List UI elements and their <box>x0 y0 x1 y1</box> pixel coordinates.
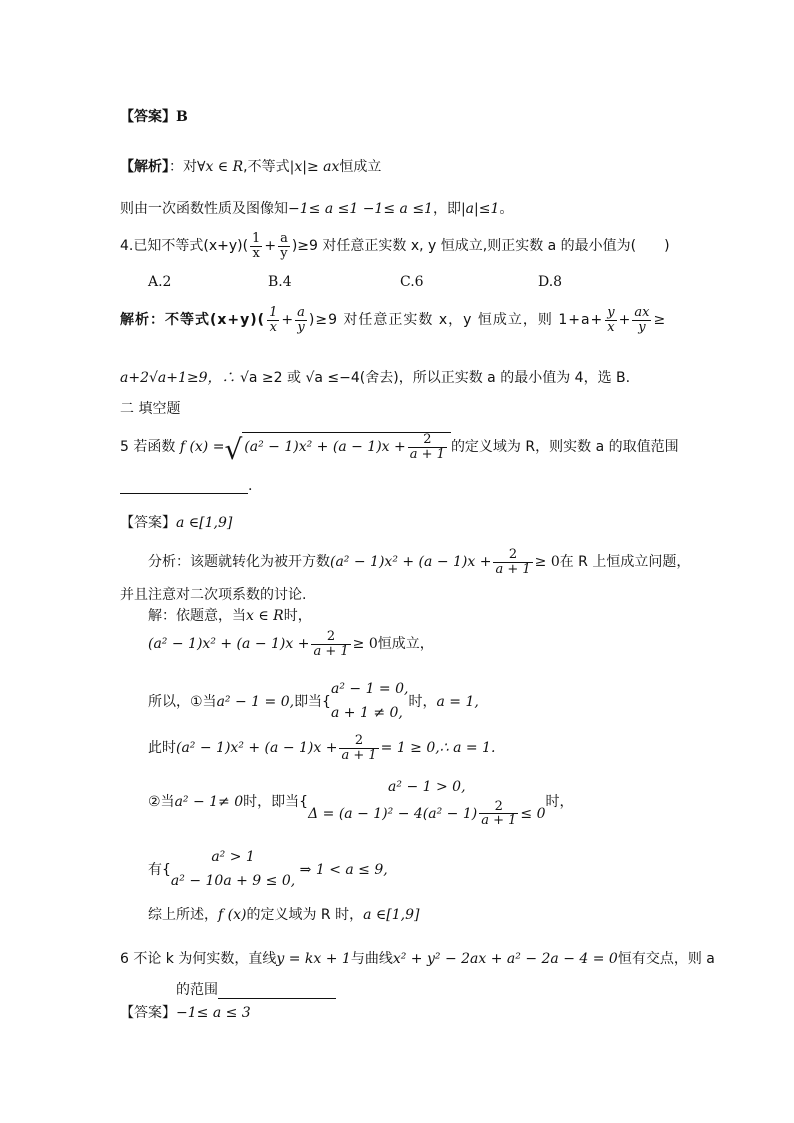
denominator: a + 1 <box>313 643 349 659</box>
line3-text: 则由一次函数性质及图像知 <box>120 201 288 217</box>
fraction <box>479 800 518 828</box>
question-5 <box>120 432 679 466</box>
q5-fx: f (x) = <box>179 439 225 456</box>
text: 时， <box>408 693 437 710</box>
system-line: a + 1 ≠ 0, <box>330 704 403 721</box>
numerator: 2 <box>479 800 518 815</box>
jiexi-1 <box>120 156 381 176</box>
fraction <box>408 433 447 461</box>
jie-text: 时， <box>283 608 312 624</box>
option-a: A.2 <box>148 274 172 290</box>
q5-fenxi <box>148 548 690 576</box>
answer-label: 【答案】 <box>120 1005 176 1021</box>
denominator: y <box>280 245 288 261</box>
jie-text: 解：依题意，当 <box>148 608 246 624</box>
option-d: D.8 <box>538 274 563 290</box>
expr: a ∈[1,9] <box>363 907 420 923</box>
fraction <box>295 306 307 334</box>
expr: a² − 1≠ 0 <box>174 794 244 811</box>
answer-value: a ∈[1,9] <box>176 515 233 531</box>
q4-text: )≥9 对任意正实数 x, y 恒成立,则正实数 a 的最小值为( ) <box>291 238 670 255</box>
q6-text: 的范围 <box>176 982 218 998</box>
q5-answer <box>120 512 232 532</box>
fraction <box>278 232 290 260</box>
numerator: a <box>280 231 288 246</box>
system <box>308 776 545 828</box>
q6-text: 恒有交点，则 a <box>617 951 715 967</box>
text: 综上所述， <box>148 907 218 923</box>
q4-options <box>148 274 562 290</box>
answer-blank <box>218 984 336 999</box>
jiexi-text: 恒成立 <box>339 159 382 175</box>
system-line <box>308 800 545 828</box>
text: ②当 <box>148 794 175 811</box>
text: 恒成立， <box>377 636 434 653</box>
expr: ≤ 0 <box>520 805 546 822</box>
line3-text: ，即 <box>432 201 461 217</box>
denominator: y <box>297 319 305 335</box>
line3-expr: |a|≤1 <box>460 201 500 217</box>
numerator: 2 <box>311 630 350 645</box>
sqrt-sign: √ <box>224 433 243 467</box>
fenxi-ge: ≥ 0 <box>534 554 560 571</box>
q4-jiexi-text: ≥ <box>653 312 666 329</box>
system-line: a² − 1 = 0, <box>330 681 409 697</box>
numerator: a <box>297 305 305 320</box>
fenxi-text: 在 R 上恒成立问题， <box>559 554 691 571</box>
text: 此时 <box>148 740 176 757</box>
q5-text: 5 若函数 <box>120 439 176 456</box>
question-6 <box>120 948 715 968</box>
text: 的定义域为 R 时， <box>246 907 364 923</box>
jie-cond: x ∈ R <box>246 608 284 624</box>
denominator: x <box>252 245 260 261</box>
q5-jie <box>148 605 312 625</box>
expr: ⇒ 1 < a ≤ 9, <box>299 861 388 878</box>
line-3 <box>120 198 513 218</box>
answer-1 <box>120 106 188 126</box>
q5-line-3 <box>148 734 495 762</box>
q5-text: 的定义域为 R，则实数 a 的取值范围 <box>450 439 679 456</box>
numerator: y <box>607 305 615 320</box>
fraction <box>250 232 262 260</box>
line3-text: 。 <box>499 201 514 217</box>
q6-text: 6 不论 k 为何实数，直线 <box>120 951 277 967</box>
answer-value: −1≤ a ≤ 3 <box>176 1005 251 1021</box>
q5-line-2 <box>148 678 479 726</box>
fraction <box>267 306 279 334</box>
radicand-expr: (a² − 1)x² + (a − 1)x + <box>244 439 406 456</box>
jiexi-cond: ∀x ∈ R <box>197 159 244 175</box>
denominator: a + 1 <box>409 446 445 462</box>
plus: + <box>264 238 277 255</box>
numerator: 2 <box>339 734 378 749</box>
q5-fenxi-2: 并且注意对二次项系数的讨论. <box>120 587 307 603</box>
q4-text: √a ≥2 或 <box>239 370 306 386</box>
q4-text: √a ≤−4(舍去)，所以正实数 a 的最小值为 4，选 B. <box>305 370 631 386</box>
jiexi-text: ,不等式 <box>243 159 290 175</box>
expr: = 1 ≥ 0,∴ a = 1. <box>380 740 496 757</box>
system-line: a² − 1 > 0, <box>388 779 466 795</box>
numerator: ax <box>634 305 650 320</box>
q6-answer <box>120 1002 251 1022</box>
denominator: x <box>269 319 277 335</box>
expr: a = 1, <box>436 693 479 710</box>
option-b: B.4 <box>268 274 292 290</box>
q5-end: . <box>248 478 253 494</box>
option-c: C.6 <box>400 274 424 290</box>
answer-value: B <box>176 109 188 125</box>
fenxi-text: 分析：该题就转化为被开方数 <box>148 554 330 571</box>
radicand <box>242 432 451 461</box>
fraction <box>339 734 378 762</box>
numerator: 2 <box>493 548 532 563</box>
jiexi-ineq: |x|≥ ax <box>289 159 340 175</box>
fraction <box>311 630 350 658</box>
text: 所以，①当 <box>148 693 217 710</box>
system-line: a² − 10a + 9 ≤ 0, <box>170 872 296 889</box>
q5-line-5 <box>148 846 388 894</box>
denominator: a + 1 <box>495 561 531 577</box>
system <box>331 678 409 726</box>
section-title: 二 填空题 <box>120 401 181 417</box>
denominator: a + 1 <box>341 747 377 763</box>
question-4 <box>120 232 670 260</box>
q5-line-1 <box>148 630 434 658</box>
jiexi-label: 【解析】 <box>120 159 169 175</box>
fraction <box>493 548 532 576</box>
line3-expr: −1≤ a ≤1 −1≤ a ≤1 <box>288 201 433 217</box>
numerator: 1 <box>269 305 278 320</box>
numerator: 2 <box>408 433 447 448</box>
q6-line-2 <box>176 979 336 999</box>
q4-jiexi-2 <box>120 367 630 387</box>
text: 即当{ <box>294 693 331 710</box>
fenxi-expr: (a² − 1)x² + (a − 1)x + <box>330 554 492 571</box>
q5-line-6 <box>148 904 419 924</box>
text: 时， <box>545 794 574 811</box>
q6-expr: x² + y² − 2ax + a² − 2a − 4 = 0 <box>392 951 618 967</box>
fraction <box>632 306 651 334</box>
denominator: a + 1 <box>481 813 517 829</box>
text: 有{ <box>148 861 171 878</box>
q4-jiexi-text: )≥9 对任意正实数 x，y 恒成立，则 1+a+ <box>308 312 604 329</box>
system-line: a² > 1 <box>211 849 255 865</box>
text: 时，即当{ <box>243 794 309 811</box>
ge: ≥ 0 <box>352 636 378 653</box>
answer-blank <box>120 479 248 494</box>
q4-jiexi: 解析：不等式(x+y)( $\frac{1}{x}$ + $\frac{a}{y}$ )≥9 对任意正实数 x，y 恒成立，则 1+a+ $\frac{y}{x}$ + $\frac{ax}{y}$ ≥ <box>120 305 666 335</box>
q4-expr: a+2√a+1≥9，∴ <box>120 370 240 386</box>
system <box>171 846 295 894</box>
answer-label: 【答案】 <box>120 515 176 531</box>
expr: Δ = (a − 1)² − 4(a² − 1) <box>308 805 478 822</box>
expr: a² − 1 = 0, <box>216 693 295 710</box>
denominator: y <box>638 319 646 335</box>
q4-jiexi-text: 解析：不等式(x+y)( <box>120 312 266 329</box>
answer-label: 【答案】 <box>120 109 176 125</box>
numerator: 1 <box>252 231 261 246</box>
q5-blank-line <box>120 478 252 494</box>
q6-expr: y = kx + 1 <box>276 951 351 967</box>
expr: (a² − 1)x² + (a − 1)x + <box>148 636 310 653</box>
expr: f (x) <box>218 907 247 923</box>
fraction <box>605 306 616 334</box>
expr: (a² − 1)x² + (a − 1)x + <box>176 740 338 757</box>
denominator: x <box>607 319 615 335</box>
q4-text: 4.已知不等式(x+y)( <box>120 238 249 255</box>
q6-text: 与曲线 <box>350 951 393 967</box>
q5-line-4 <box>148 776 573 828</box>
jiexi-text: ：对 <box>169 159 197 175</box>
